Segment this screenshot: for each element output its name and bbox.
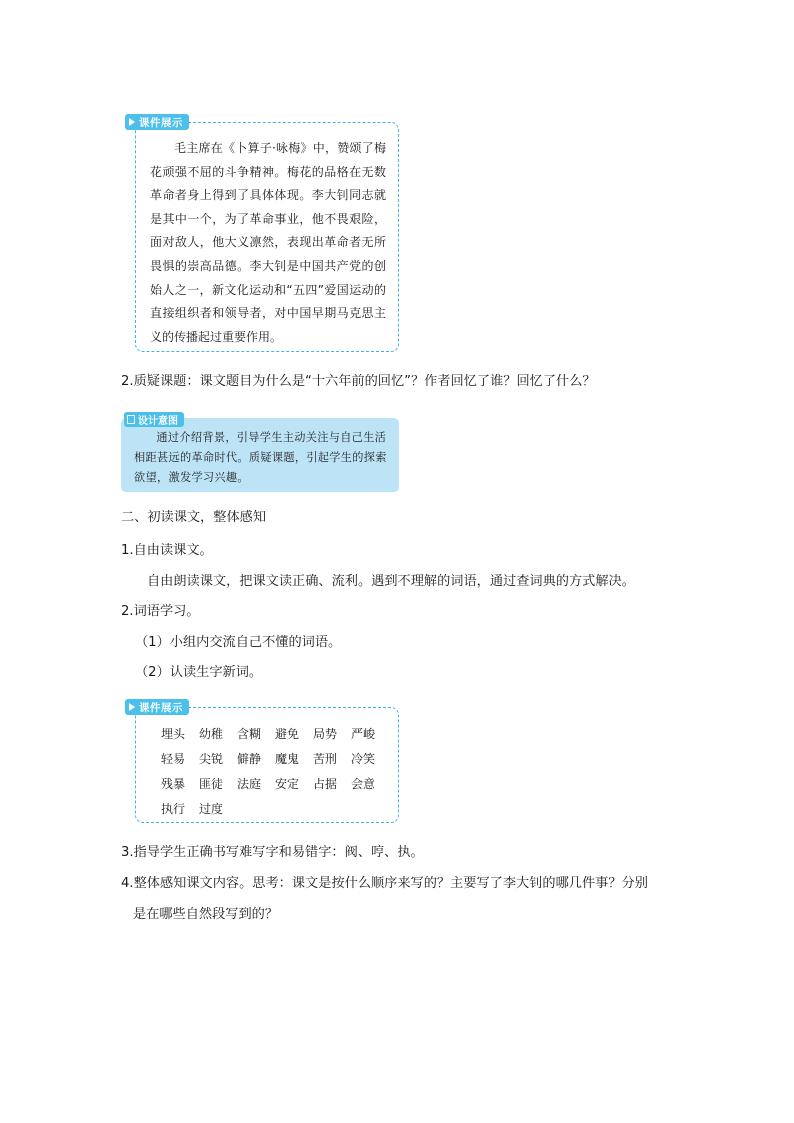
vocab-grid bbox=[161, 722, 386, 821]
question-title-doubt: 2.质疑课题：课文题目为什么是“十六年前的回忆”？作者回忆了谁？回忆了什么？ bbox=[121, 374, 596, 389]
step-1-title: 1.自由读课文。 bbox=[121, 543, 213, 558]
design-intent-box bbox=[121, 418, 399, 492]
courseware-tag bbox=[125, 699, 189, 715]
vocab-word: 埋头 bbox=[161, 727, 186, 741]
play-triangle-icon bbox=[129, 703, 135, 711]
step-4-title-line1: 4.整体感知课文内容。思考：课文是按什么顺序来写的？主要写了李大钊的哪几件事？分别 bbox=[121, 876, 648, 891]
vocab-word: 会意 bbox=[351, 777, 376, 791]
play-triangle-icon bbox=[129, 118, 135, 126]
vocab-word: 过度 bbox=[199, 802, 224, 816]
courseware-box-intro bbox=[135, 116, 399, 352]
vocab-word: 残暴 bbox=[161, 777, 186, 791]
vocab-word: 僻静 bbox=[237, 752, 262, 766]
vocab-word: 冷笑 bbox=[351, 752, 376, 766]
vocab-word: 占据 bbox=[313, 777, 338, 791]
vocab-word: 苦刑 bbox=[313, 752, 338, 766]
step-2-sub-b: （2）认读生字新词。 bbox=[135, 665, 263, 680]
design-intent-tag bbox=[124, 412, 184, 427]
vocab-word: 幼稚 bbox=[199, 727, 224, 741]
step-1-detail: 自由朗读课文，把课文读正确、流利。遇到不理解的词语，通过查词典的方式解决。 bbox=[147, 574, 635, 589]
courseware-tag-label: 课件展示 bbox=[139, 116, 183, 129]
design-intent-tag-label: 设计意图 bbox=[138, 416, 178, 427]
step-4-title-line2: 是在哪些自然段写到的？ bbox=[133, 907, 279, 922]
vocab-word: 严峻 bbox=[351, 727, 376, 741]
courseware-intro-text: 毛主席在《卜算子·咏梅》中，赞颂了梅花顽强不屈的斗争精神。梅花的品格在无数革命者身上得到了具体体现。李大钊同志就是其中一个，为了革命事业，他不畏艰险，面对敌人，他大义凛然，表现出革命者无所畏惧的崇高品德。李大钊是中国共产党的创始人之一，新文化运动和“五四”爱国运动的直接组织者和领导者，对中国早期马克思主义的传播起过重要作用。 bbox=[150, 141, 386, 344]
vocab-word: 局势 bbox=[313, 727, 338, 741]
courseware-tag-label: 课件展示 bbox=[139, 701, 183, 714]
step-3-title: 3.指导学生正确书写难写字和易错字：阀、哼、执。 bbox=[121, 845, 424, 860]
clipboard-icon bbox=[127, 415, 135, 424]
vocab-word: 尖锐 bbox=[199, 752, 224, 766]
step-2-sub-a: （1）小组内交流自己不懂的词语。 bbox=[135, 635, 342, 650]
vocab-word: 匪徒 bbox=[199, 777, 224, 791]
vocab-word: 含糊 bbox=[237, 727, 262, 741]
design-intent-text: 通过介绍背景，引导学生主动关注与自己生活相距甚远的革命时代。质疑课题，引起学生的探索欲望，激发学习兴趣。 bbox=[134, 431, 387, 484]
vocab-word: 法庭 bbox=[237, 777, 262, 791]
vocab-word: 魔鬼 bbox=[275, 752, 300, 766]
section-heading-2: 二、初读课文，整体感知 bbox=[121, 510, 267, 525]
vocab-word: 避免 bbox=[275, 727, 300, 741]
vocab-word: 轻易 bbox=[161, 752, 186, 766]
vocab-word: 执行 bbox=[161, 802, 186, 816]
vocab-word: 安定 bbox=[275, 777, 300, 791]
courseware-tag bbox=[125, 114, 189, 130]
step-2-title: 2.词语学习。 bbox=[121, 604, 200, 619]
courseware-box-vocab bbox=[135, 701, 399, 823]
